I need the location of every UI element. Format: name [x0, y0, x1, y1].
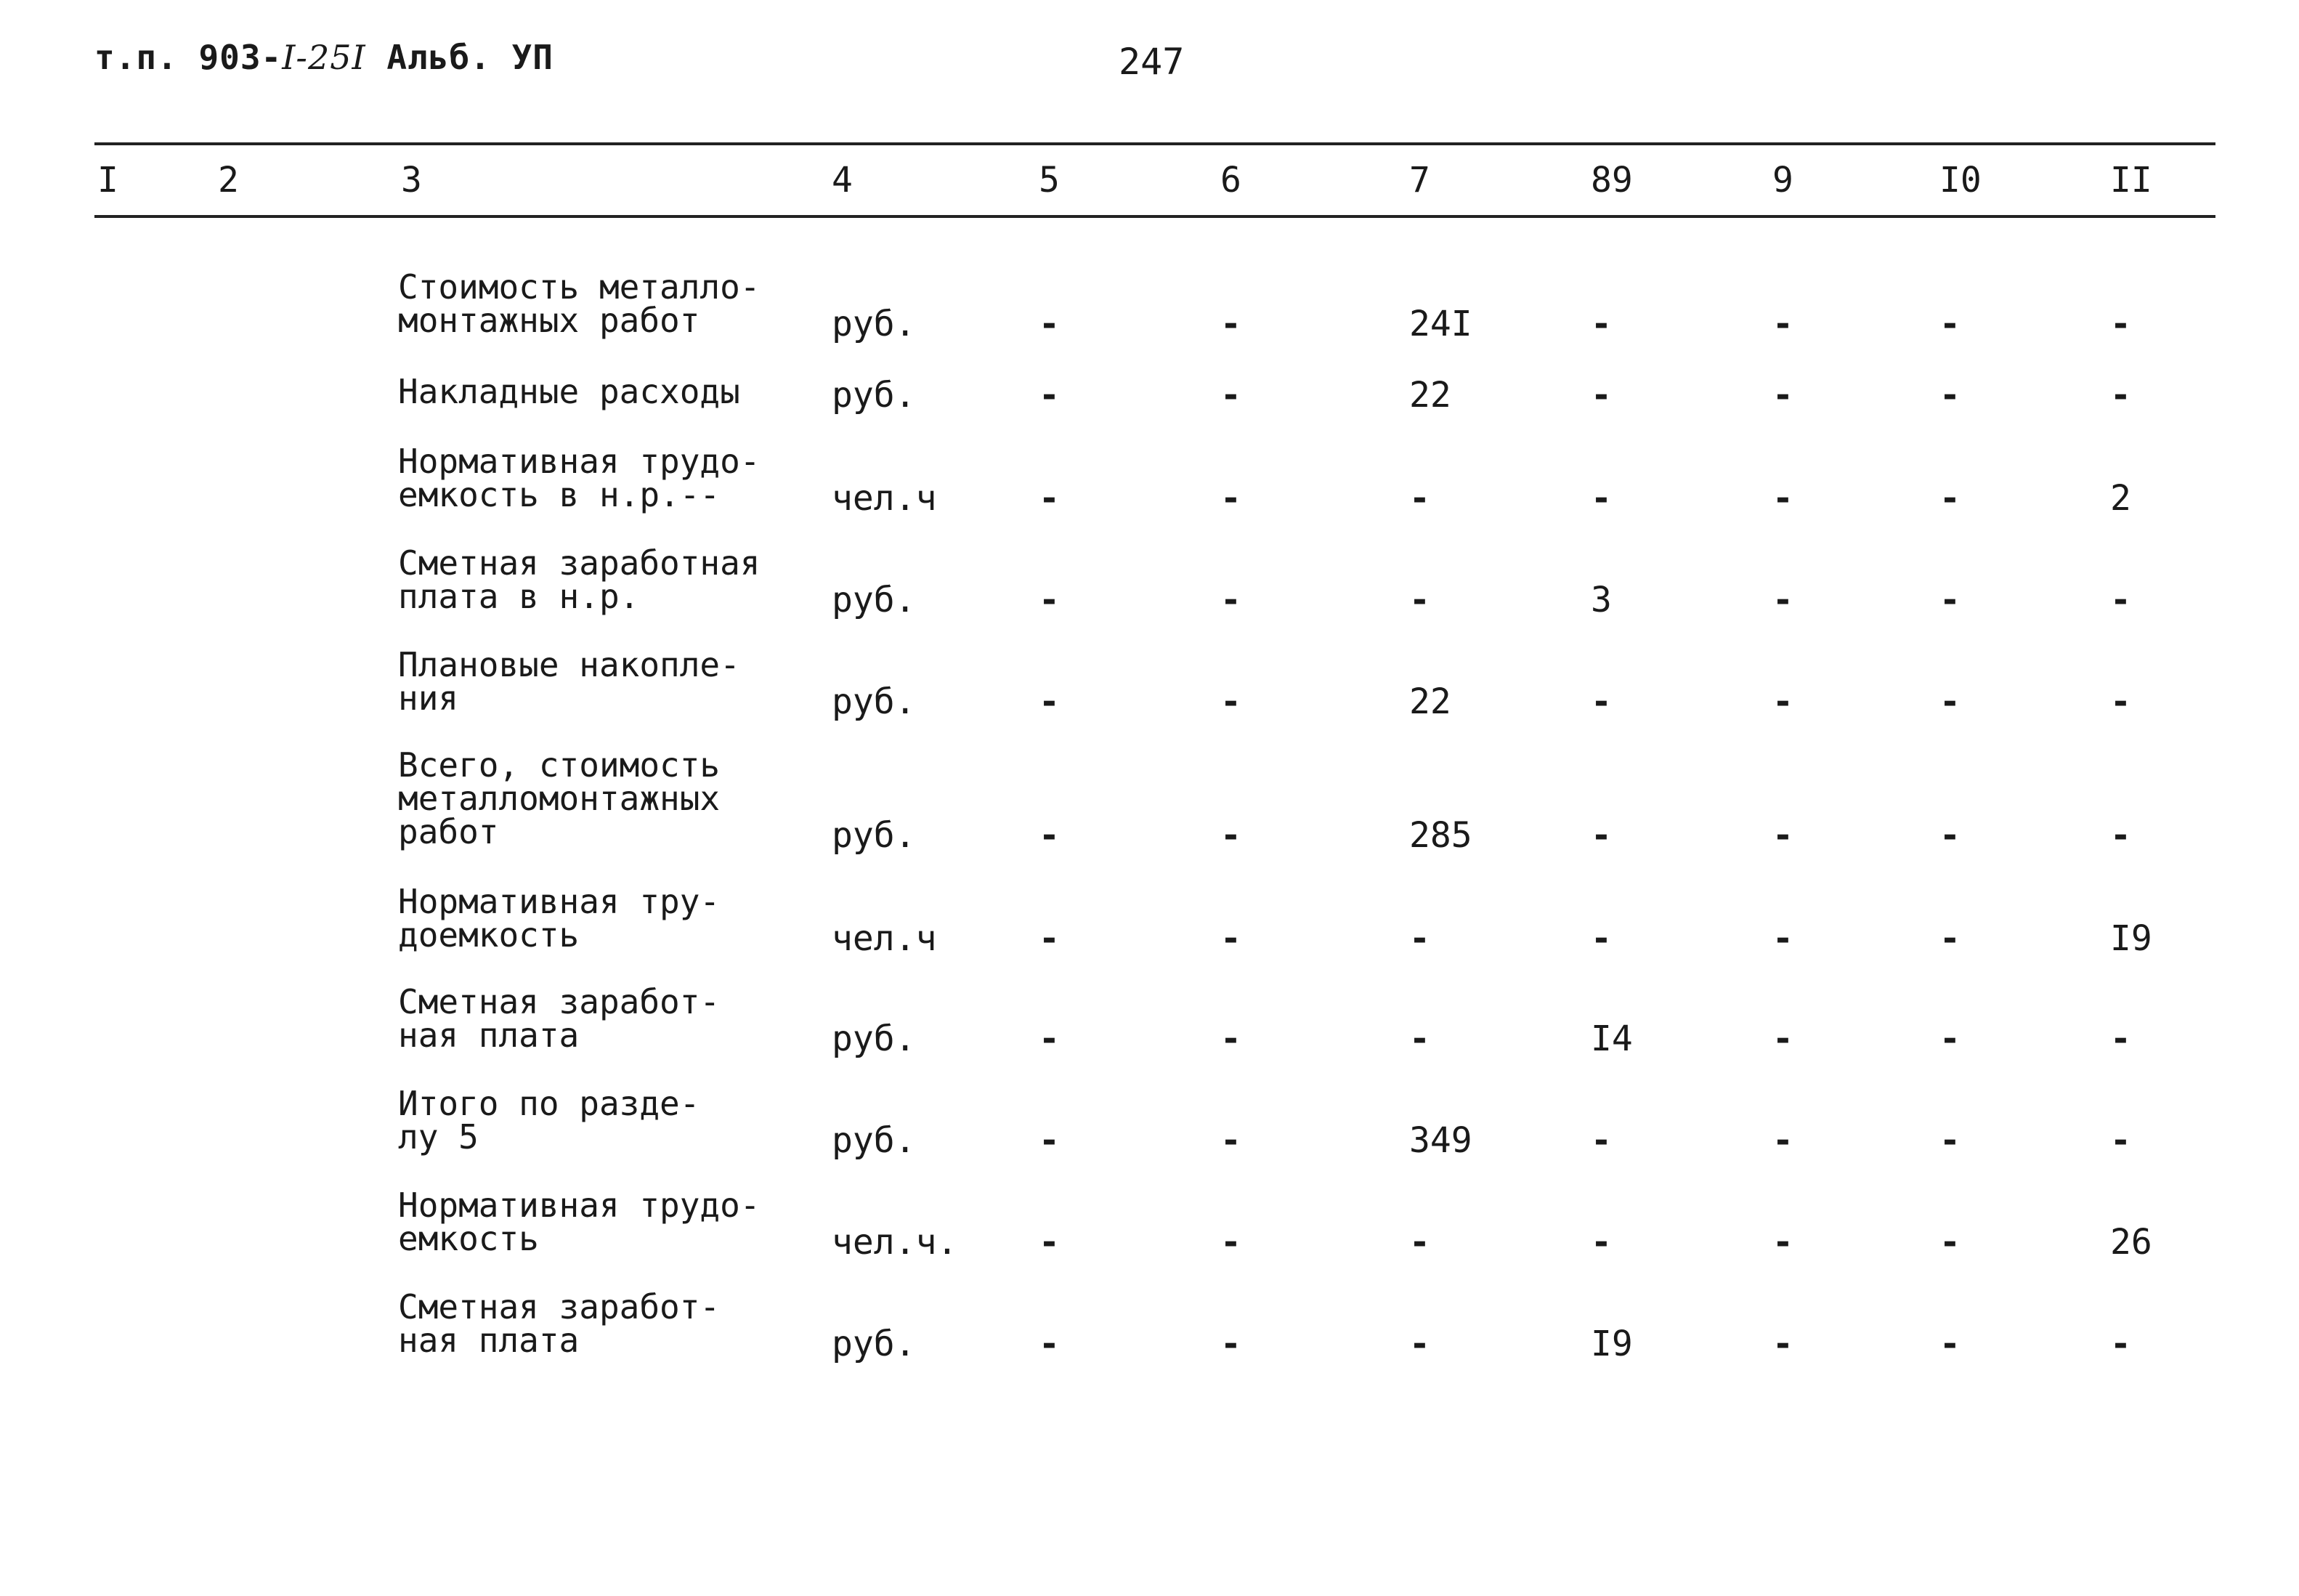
row-label: Сметная заработ- ная плата — [398, 982, 721, 1055]
row-cell-c6: - — [1220, 1018, 1241, 1059]
table-top-rule — [94, 142, 2215, 145]
document-reference-album: Альб. УП — [365, 38, 554, 77]
row-cell-c6: - — [1220, 1324, 1241, 1364]
row-cell-c9: - — [1772, 1018, 1793, 1059]
row-cell-c7: 285 — [1409, 815, 1472, 856]
row-label: Сметная заработ- ная плата — [398, 1287, 721, 1360]
row-cell-c6: - — [1220, 1222, 1241, 1263]
row-cell-c7: - — [1409, 1018, 1430, 1059]
row-cell-c7: - — [1409, 1222, 1430, 1263]
row-cell-c9: - — [1772, 478, 1793, 519]
row-cell-c11: - — [2110, 815, 2131, 856]
row-cell-c11: - — [2110, 1018, 2131, 1059]
row-cell-c10: - — [1939, 375, 1961, 416]
row-cell-c11: - — [2110, 580, 2131, 620]
row-unit: руб. — [832, 375, 916, 416]
document-reference-prefix: т.п. 903- — [94, 38, 283, 77]
row-cell-c8: - — [1591, 1120, 1612, 1161]
row-cell-c8: - — [1591, 681, 1612, 722]
row-unit: руб. — [832, 580, 916, 620]
row-label: Нормативная трудо- емкость — [398, 1186, 761, 1258]
row-cell-c6: - — [1220, 918, 1241, 959]
row-cell-c7: - — [1409, 478, 1430, 519]
row-label: Накладные расходы — [398, 372, 740, 411]
row-cell-c5: - — [1039, 1120, 1060, 1161]
page-number: 247 — [1119, 41, 1185, 83]
row-cell-c7: 349 — [1409, 1120, 1472, 1161]
row-cell-c5: - — [1039, 1018, 1060, 1059]
row-cell-c7: - — [1409, 918, 1430, 959]
row-cell-c9: - — [1772, 375, 1793, 416]
row-unit: руб. — [832, 1324, 916, 1364]
row-cell-c8: - — [1591, 918, 1612, 959]
column-header-3: 3 — [401, 160, 422, 200]
row-cell-c11: 26 — [2110, 1222, 2152, 1263]
column-header-6: 6 — [1220, 160, 1241, 200]
row-cell-c6: - — [1220, 815, 1241, 856]
column-header-1: I — [97, 160, 118, 200]
row-cell-c5: - — [1039, 304, 1060, 344]
row-cell-c10: - — [1939, 478, 1961, 519]
column-header-2: 2 — [218, 160, 239, 200]
row-cell-c8: I4 — [1591, 1018, 1633, 1059]
row-cell-c9: - — [1772, 815, 1793, 856]
row-cell-c8: - — [1591, 1222, 1612, 1263]
row-label: Плановые накопле- ния — [398, 645, 740, 718]
row-cell-c9: - — [1772, 304, 1793, 344]
row-cell-c6: - — [1220, 580, 1241, 620]
row-cell-c7: 22 — [1409, 375, 1451, 416]
row-label: Итого по разде- лу 5 — [398, 1084, 700, 1157]
row-cell-c5: - — [1039, 1324, 1060, 1364]
row-cell-c11: - — [2110, 681, 2131, 722]
row-cell-c11: I9 — [2110, 918, 2152, 959]
row-cell-c6: - — [1220, 304, 1241, 344]
row-cell-c7: 24I — [1409, 304, 1472, 344]
document-reference — [94, 38, 554, 77]
column-header-4: 4 — [832, 160, 853, 200]
row-cell-c10: - — [1939, 681, 1961, 722]
row-cell-c8: - — [1591, 304, 1612, 344]
row-label: Нормативная трудо- емкость в н.р.-- — [398, 442, 761, 514]
row-cell-c10: - — [1939, 815, 1961, 856]
row-unit: чел.ч — [832, 918, 937, 959]
row-cell-c8: - — [1591, 375, 1612, 416]
row-cell-c9: - — [1772, 580, 1793, 620]
row-cell-c7: - — [1409, 580, 1430, 620]
row-cell-c8: 3 — [1591, 580, 1612, 620]
row-cell-c11: 2 — [2110, 478, 2131, 519]
row-cell-c8: - — [1591, 478, 1612, 519]
table-header-rule — [94, 215, 2215, 218]
row-cell-c11: - — [2110, 1120, 2131, 1161]
row-cell-c7: 22 — [1409, 681, 1451, 722]
row-unit: чел.ч — [832, 478, 937, 519]
row-unit: руб. — [832, 815, 916, 856]
row-unit: руб. — [832, 304, 916, 344]
row-cell-c5: - — [1039, 681, 1060, 722]
row-unit: руб. — [832, 1120, 916, 1161]
column-header-7: 7 — [1409, 160, 1430, 200]
row-cell-c11: - — [2110, 375, 2131, 416]
row-cell-c8: - — [1591, 815, 1612, 856]
row-label: Стоимость металло- монтажных работ — [398, 267, 761, 340]
row-cell-c6: - — [1220, 681, 1241, 722]
row-cell-c9: - — [1772, 1120, 1793, 1161]
row-cell-c5: - — [1039, 375, 1060, 416]
row-cell-c10: - — [1939, 1222, 1961, 1263]
row-cell-c10: - — [1939, 580, 1961, 620]
row-cell-c7: - — [1409, 1324, 1430, 1364]
row-cell-c5: - — [1039, 815, 1060, 856]
row-cell-c11: - — [2110, 1324, 2131, 1364]
row-cell-c9: - — [1772, 681, 1793, 722]
row-cell-c5: - — [1039, 478, 1060, 519]
row-cell-c9: - — [1772, 1324, 1793, 1364]
row-label: Нормативная тру- доемкость — [398, 882, 721, 955]
row-cell-c10: - — [1939, 918, 1961, 959]
row-cell-c8: I9 — [1591, 1324, 1633, 1364]
column-header-8: 89 — [1591, 160, 1633, 200]
column-header-9: 9 — [1772, 160, 1793, 200]
row-unit: руб. — [832, 681, 916, 722]
row-cell-c10: - — [1939, 304, 1961, 344]
row-cell-c9: - — [1772, 918, 1793, 959]
row-label: Всего, стоимость металломонтажных работ — [398, 745, 721, 851]
row-cell-c10: - — [1939, 1018, 1961, 1059]
column-header-5: 5 — [1039, 160, 1060, 200]
row-label: Сметная заработная плата в н.р. — [398, 543, 761, 616]
row-cell-c6: - — [1220, 375, 1241, 416]
row-cell-c9: - — [1772, 1222, 1793, 1263]
row-cell-c10: - — [1939, 1324, 1961, 1364]
row-cell-c11: - — [2110, 304, 2131, 344]
row-cell-c6: - — [1220, 1120, 1241, 1161]
row-cell-c5: - — [1039, 1222, 1060, 1263]
row-unit: чел.ч. — [832, 1222, 958, 1263]
column-header-10: I0 — [1939, 160, 1982, 200]
row-cell-c6: - — [1220, 478, 1241, 519]
row-unit: руб. — [832, 1018, 916, 1059]
document-reference-number: I-25I — [282, 38, 366, 77]
row-cell-c10: - — [1939, 1120, 1961, 1161]
row-cell-c5: - — [1039, 918, 1060, 959]
row-cell-c5: - — [1039, 580, 1060, 620]
column-header-11: II — [2110, 160, 2152, 200]
